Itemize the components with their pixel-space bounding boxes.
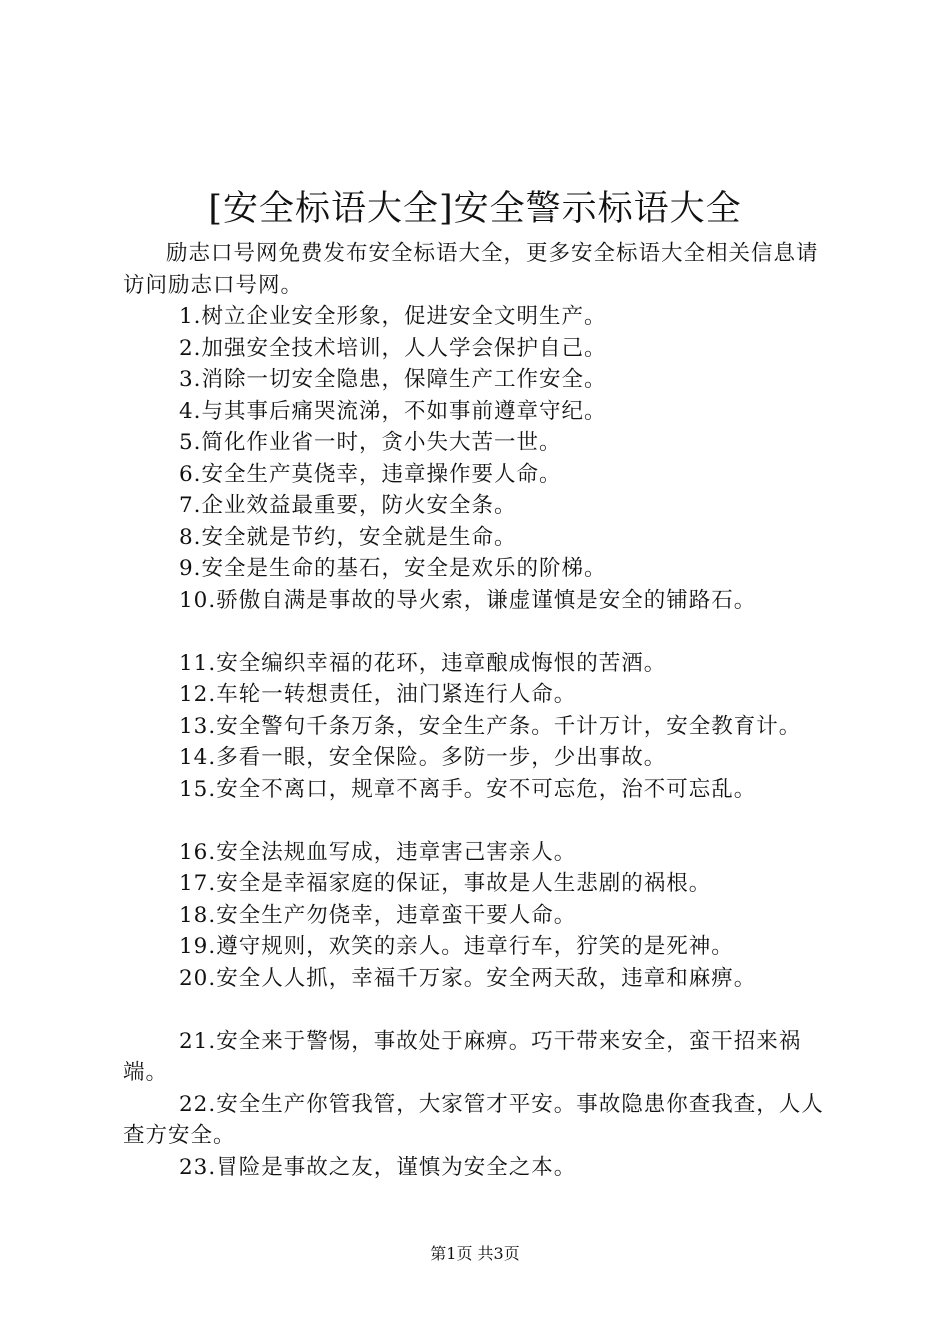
slogan-item-1: 1.树立企业安全形象，促进安全文明生产。 (179, 304, 607, 329)
slogan-item-6: 6.安全生产莫侥幸，违章操作要人命。 (179, 461, 562, 487)
slogan-item-10: 10.骄傲自满是事故的导火索，谦虚谨慎是安全的铺路石。 (179, 587, 757, 613)
slogan-item-12: 12.车轮一转想责任，油门紧连行人命。 (179, 682, 577, 707)
slogan-item-11: 11.安全编织幸福的花环，违章酿成悔恨的苦酒。 (179, 650, 667, 676)
slogan-item-15: 15.安全不离口，规章不离手。安不可忘危，治不可忘乱。 (179, 776, 757, 802)
slogan-item-23: 23.冒险是事故之友，谨慎为安全之本。 (179, 1154, 577, 1180)
intro-paragraph: 励志口号网免费发布安全标语大全，更多安全标语大全相关信息请访问励志口号网。 (123, 241, 819, 298)
slogan-item-3: 3.消除一切安全隐患，保障生产工作安全。 (179, 367, 607, 392)
slogan-item-17: 17.安全是幸福家庭的保证，事故是人生悲剧的祸根。 (179, 871, 712, 896)
slogan-item-14: 14.多看一眼，安全保险。多防一步，少出事故。 (179, 745, 667, 770)
slogan-item-22: 22.安全生产你管我管，大家管才平安。事故隐患你查我查，人人查方安全。 (123, 1091, 824, 1148)
slogan-item-7: 7.企业效益最重要，防火安全条。 (179, 493, 517, 518)
page-footer: 第1页 共3页 (430, 1244, 520, 1263)
slogan-item-18: 18.安全生产勿侥幸，违章蛮干要人命。 (179, 902, 577, 928)
document-body (123, 238, 835, 1183)
slogan-item-8: 8.安全就是节约，安全就是生命。 (179, 524, 517, 550)
slogan-item-5: 5.简化作业省一时，贪小失大苦一世。 (179, 430, 562, 455)
slogan-item-2: 2.加强安全技术培训，人人学会保护自己。 (179, 335, 607, 361)
slogan-item-4: 4.与其事后痛哭流涕，不如事前遵章守纪。 (179, 398, 607, 424)
slogan-item-13: 13.安全警句千条万条，安全生产条。千计万计，安全教育计。 (179, 713, 802, 739)
slogan-item-9: 9.安全是生命的基石，安全是欢乐的阶梯。 (179, 556, 607, 581)
slogan-item-16: 16.安全法规血写成，违章害己害亲人。 (179, 839, 577, 865)
slogan-item-21: 21.安全来于警惕，事故处于麻痹。巧干带来安全，蛮干招来祸端。 (123, 1028, 802, 1085)
page-title: [安全标语大全]安全警示标语大全 (208, 189, 742, 229)
slogan-item-19: 19.遵守规则，欢笑的亲人。违章行车，狞笑的是死神。 (179, 934, 734, 959)
slogan-item-20: 20.安全人人抓，幸福千万家。安全两天敌，违章和麻痹。 (179, 965, 757, 991)
